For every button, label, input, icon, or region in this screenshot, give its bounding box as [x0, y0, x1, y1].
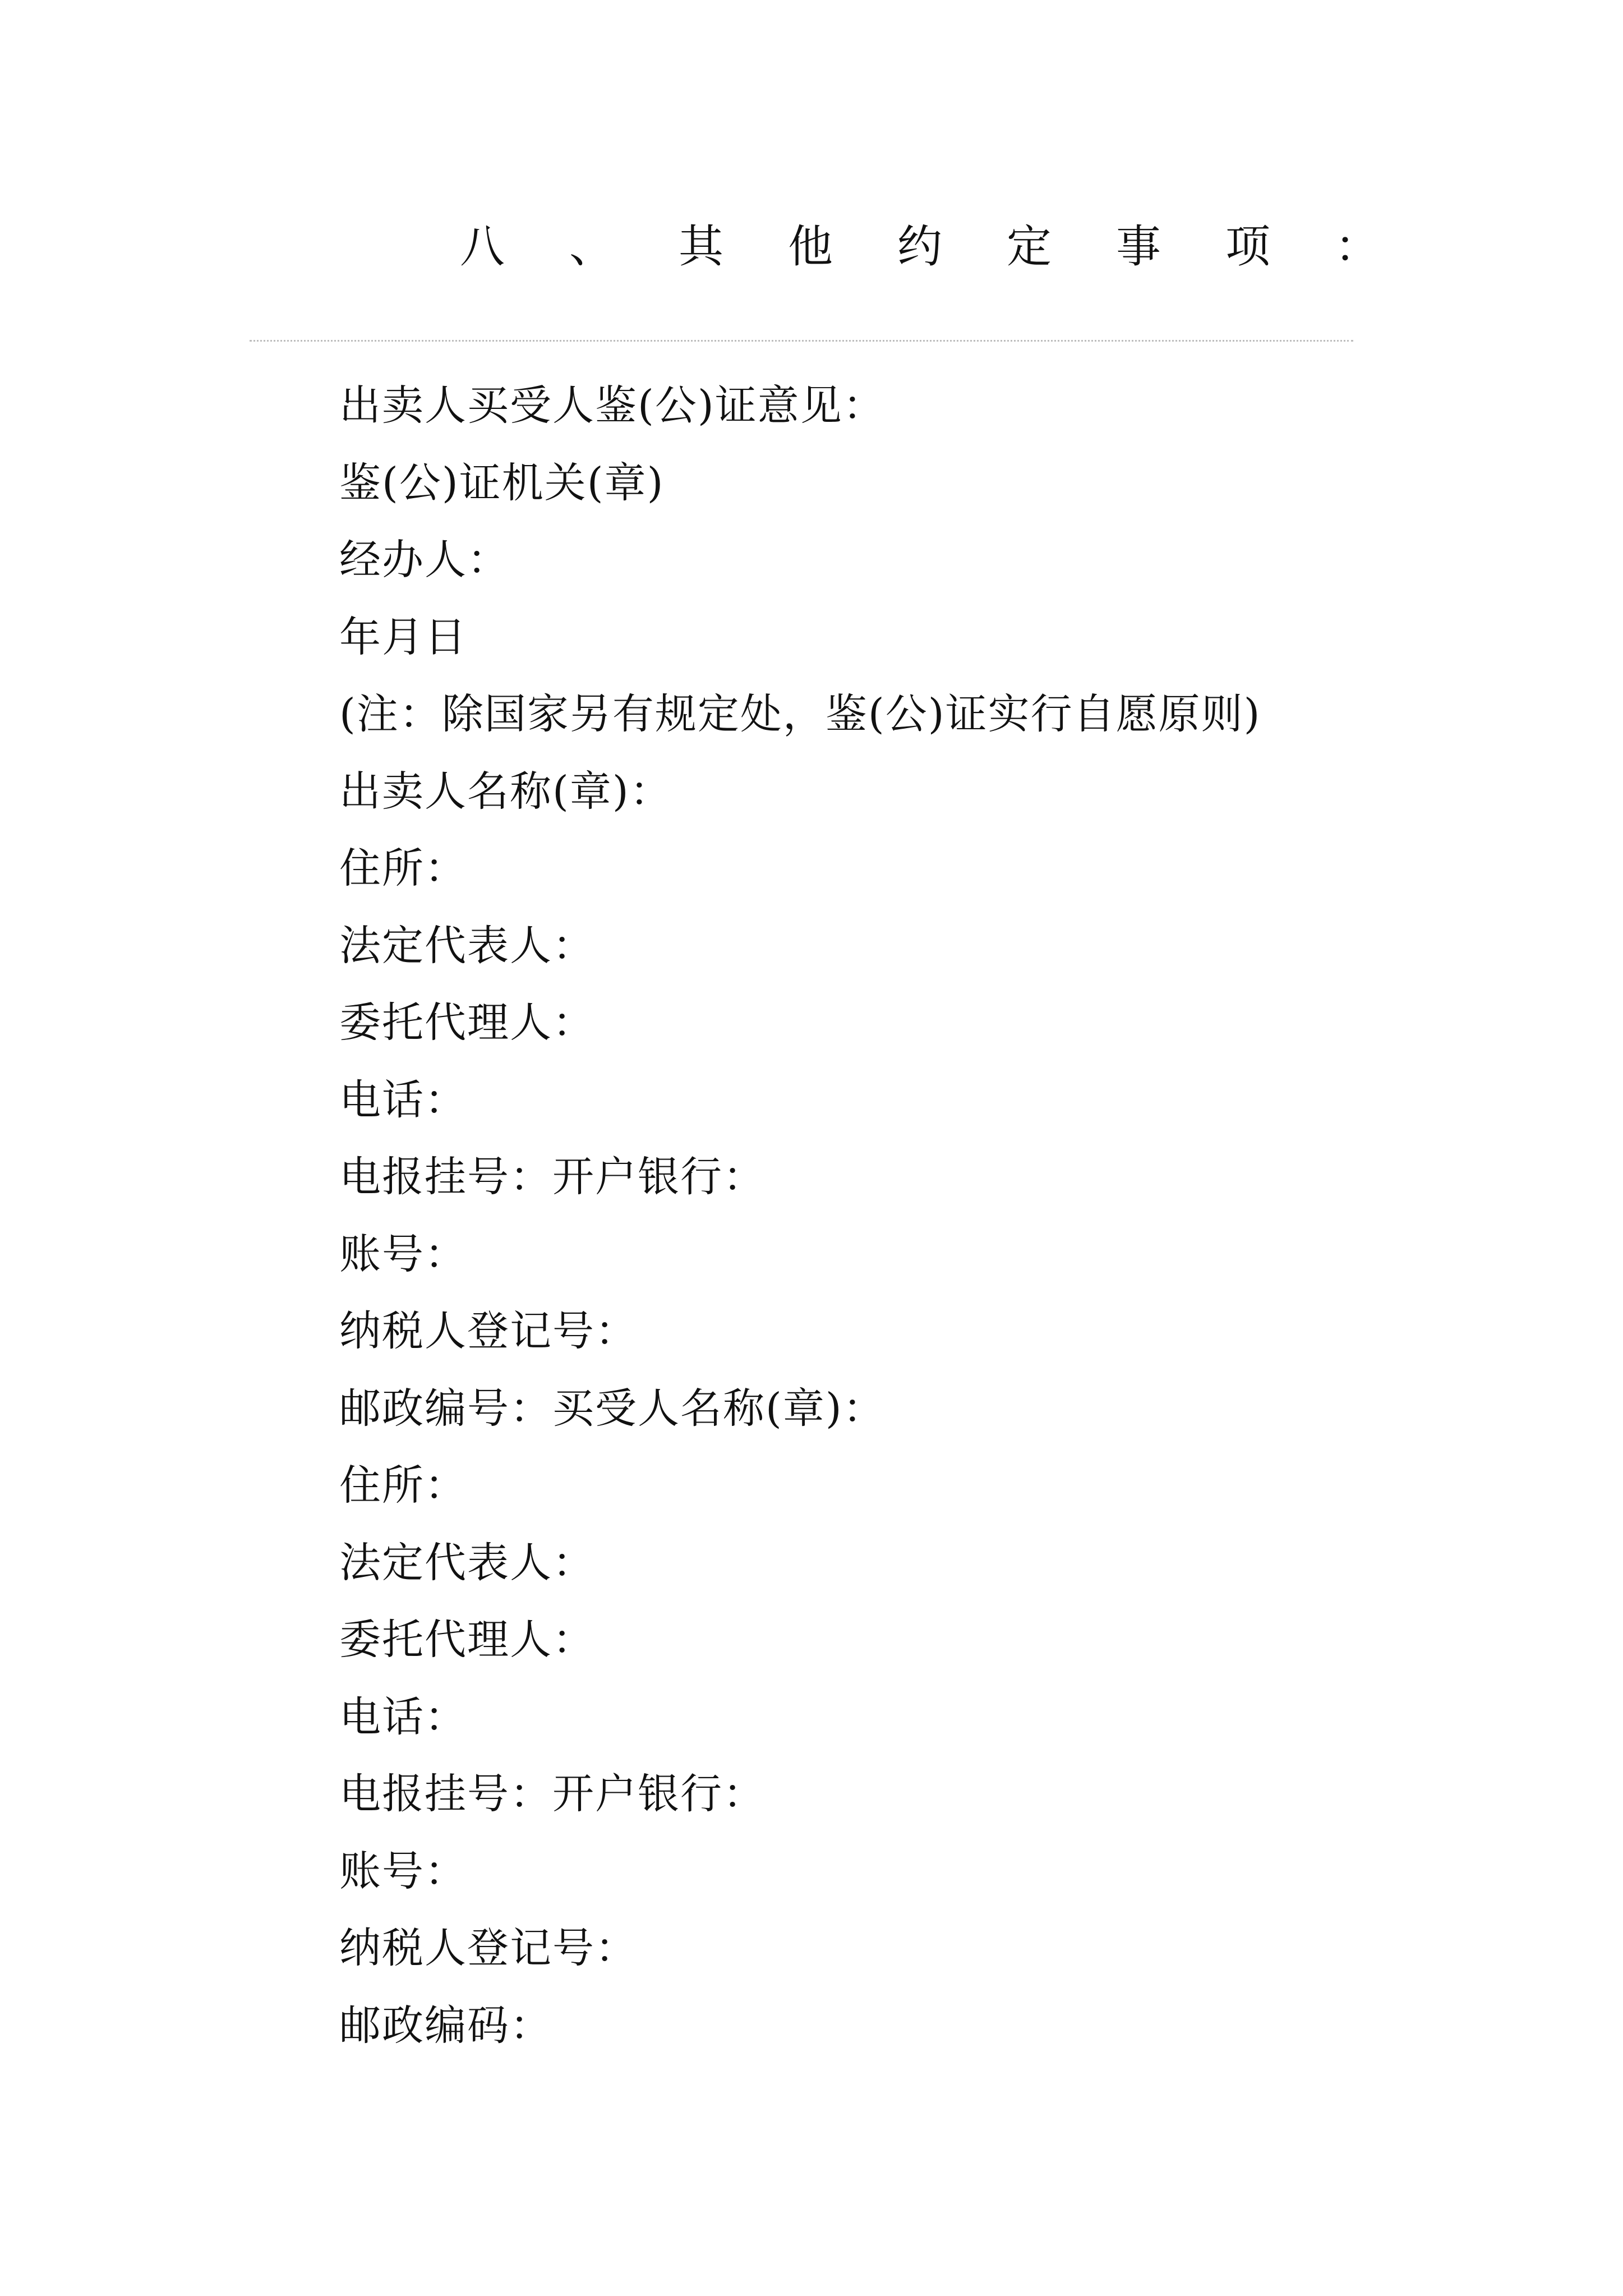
form-line: 法定代表人： — [339, 1538, 595, 1587]
form-field-list — [339, 367, 1573, 2064]
form-line: 住所： — [339, 1461, 467, 1510]
heading-char: 、 — [569, 220, 614, 273]
form-line: 电报挂号：开户银行： — [339, 1770, 766, 1818]
heading-char: 约 — [897, 220, 942, 273]
form-line: 邮政编码： — [339, 2001, 552, 2050]
heading-char: 定 — [1007, 220, 1052, 273]
form-line: 委托代理人： — [339, 1616, 595, 1664]
form-line: 电报挂号：开户银行： — [339, 1153, 766, 1201]
form-line: 邮政编号：买受人名称(章)： — [339, 1384, 886, 1433]
form-line: 委托代理人： — [339, 999, 595, 1047]
form-line: 纳税人登记号： — [339, 1924, 638, 1972]
form-line: 经办人： — [339, 536, 510, 584]
form-line: 电话： — [339, 1692, 467, 1741]
form-line: 住所： — [339, 844, 467, 892]
heading-char: 事 — [1116, 220, 1161, 273]
form-line: (注：除国家另有规定处，鉴(公)证实行自愿原则) — [339, 690, 1261, 738]
form-line: 出卖人名称(章)： — [339, 767, 672, 816]
form-line: 账号： — [339, 1847, 467, 1895]
form-line: 出卖人买受人鉴(公)证意见： — [339, 381, 886, 430]
heading-char: 八 — [460, 220, 505, 273]
form-line: 法定代表人： — [339, 921, 595, 970]
form-line: 年月日 — [339, 613, 467, 661]
heading-char: 他 — [788, 220, 833, 273]
fill-in-blank-line — [250, 340, 1353, 342]
heading-char: 项 — [1225, 220, 1270, 273]
heading-char: ： — [1335, 220, 1380, 273]
form-line: 纳税人登记号： — [339, 1307, 638, 1355]
form-line: 账号： — [339, 1230, 467, 1278]
form-line: 电话： — [339, 1075, 467, 1124]
section-heading — [460, 210, 1380, 283]
form-line: 鉴(公)证机关(章) — [339, 458, 665, 507]
heading-char: 其 — [679, 220, 723, 273]
